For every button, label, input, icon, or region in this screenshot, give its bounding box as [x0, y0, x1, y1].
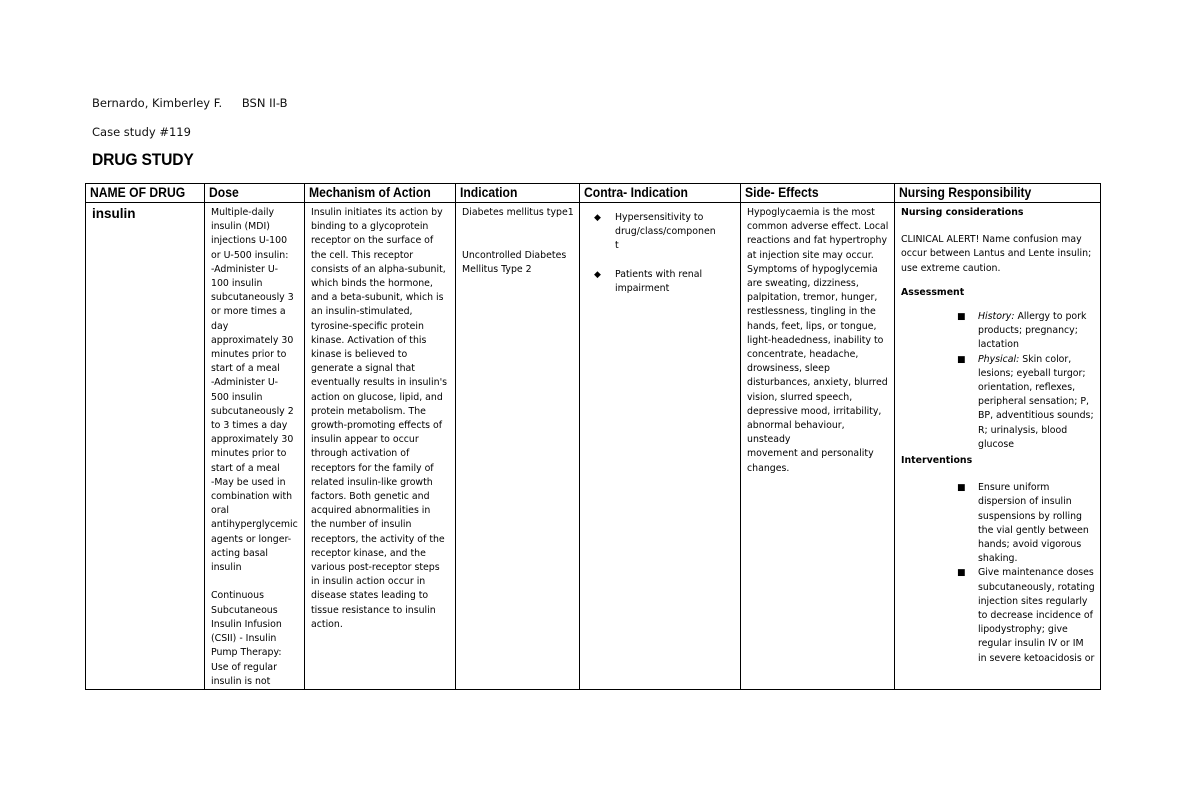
document-title: DRUG STUDY — [92, 150, 194, 169]
interventions-list — [957, 481, 1096, 666]
list-item: ■ Give maintenance doses subcutaneously, rotating injection sites regularly to decrease incidence of lipodystrophy; give regular insulin IV or IM in severe ketoacidosis or — [957, 567, 1095, 664]
column-header: Indication — [456, 184, 580, 203]
list-item: ■ Physical: Skin color, lesions; eyeball turgor; orientation, reflexes, peripheral sensation; P, BP, adventitious sounds; R; urinalysis, blood glucose — [957, 353, 1094, 450]
side-effects-cell: Hypoglycaemia is the most common adverse effect. Local reactions and fat hypertrophy at injection site may occur. Symptoms of hypoglycemia are sweating, dizziness, palpitation, tremor, hunger, restlessness, tingling in the hands, feet, lips, or tongue, light-headedness, inability to concentrate, headache, drowsiness, sleep disturbances, anxiety, blurred vision, slurred speech, depressive mood, irritability, abnormal behaviour, unsteady movement and personality changes. — [741, 203, 895, 690]
column-header: Mechanism of Action — [305, 184, 456, 203]
nursing-responsibility-cell — [895, 203, 1101, 690]
table-row — [86, 203, 1101, 690]
column-header: Dose — [205, 184, 305, 203]
dose-cell: Multiple-daily insulin (MDI) injections U-100 or U-500 insulin: -Administer U- 100 insulin subcutaneously 3 or more times a day approximately 30 minutes prior to start of a meal -Administer U- 500 insulin subcutaneously 2 to 3 times a day approximately 30 minutes prior to start of a meal -May be used in combination with oral antihyperglycemic agents or longer- acting basal insulin Continuous Subcutaneous Insulin Infusion (CSII) - Insulin Pump Therapy: Use of regular insulin is not — [205, 203, 305, 690]
list-item: ■ Ensure uniform dispersion of insulin suspensions by rolling the vial gently between hands; avoid vigorous shaking. — [957, 482, 1089, 565]
mechanism-cell: Insulin initiates its action by binding to a glycoprotein receptor on the surface of the cell. This receptor consists of an alpha-subunit, which binds the hormone, and a beta-subunit, which is an insulin-stimulated, tyrosine-specific protein kinase. Activation of this kinase is believed to generate a signal that eventually results in insulin's action on glucose, lipid, and protein metabolism. The growth-promoting effects of insulin appear to occur through activation of receptors for the family of related insulin-like growth factors. Both genetic and acquired abnormalities in the number of insulin receptors, the activity of the receptor kinase, and the various post-receptor steps in insulin action occur in disease states leading to tissue resistance to insulin action. — [305, 203, 456, 690]
bullet-icon: ■ — [957, 568, 966, 579]
case-study-label: Case study #119 — [92, 125, 191, 139]
clinical-alert-text: CLINICAL ALERT! Name confusion may occur between Lantus and Lente insulin; use extreme caution. — [901, 234, 1092, 274]
column-header: NAME OF DRUG — [86, 184, 205, 203]
assessment-list — [957, 310, 1096, 452]
nursing-considerations-heading: Nursing considerations — [901, 207, 1024, 218]
contra-indication-cell — [580, 203, 741, 690]
bullet-icon: ■ — [957, 354, 966, 365]
drug-study-table — [85, 183, 1101, 690]
indication-cell: Diabetes mellitus type1 Uncontrolled Diabetes Mellitus Type 2 — [456, 203, 580, 690]
list-item: ◆ Hypersensitivity to drug/class/componen t — [594, 212, 716, 252]
student-name: Bernardo, Kimberley F. — [92, 96, 223, 110]
student-info-line — [92, 96, 288, 110]
bullet-icon: ■ — [957, 483, 966, 494]
bullet-icon: ◆ — [594, 269, 601, 280]
column-header: Nursing Responsibility — [895, 184, 1101, 203]
column-header: Contra- Indication — [580, 184, 741, 203]
bullet-icon: ◆ — [594, 213, 601, 223]
column-header: Side- Effects — [741, 184, 895, 203]
interventions-heading: Interventions — [901, 455, 973, 467]
list-item: ■ History: Allergy to pork products; pregnancy; lactation — [957, 311, 1087, 351]
list-item: ◆ Patients with renal impairment — [594, 268, 703, 294]
student-section: BSN II-B — [241, 96, 288, 110]
drug-name-cell: insulin — [86, 203, 205, 690]
assessment-heading: Assessment — [901, 286, 965, 298]
contra-indication-list — [594, 211, 736, 296]
table-header-row — [86, 184, 1101, 203]
bullet-icon: ■ — [957, 312, 966, 323]
